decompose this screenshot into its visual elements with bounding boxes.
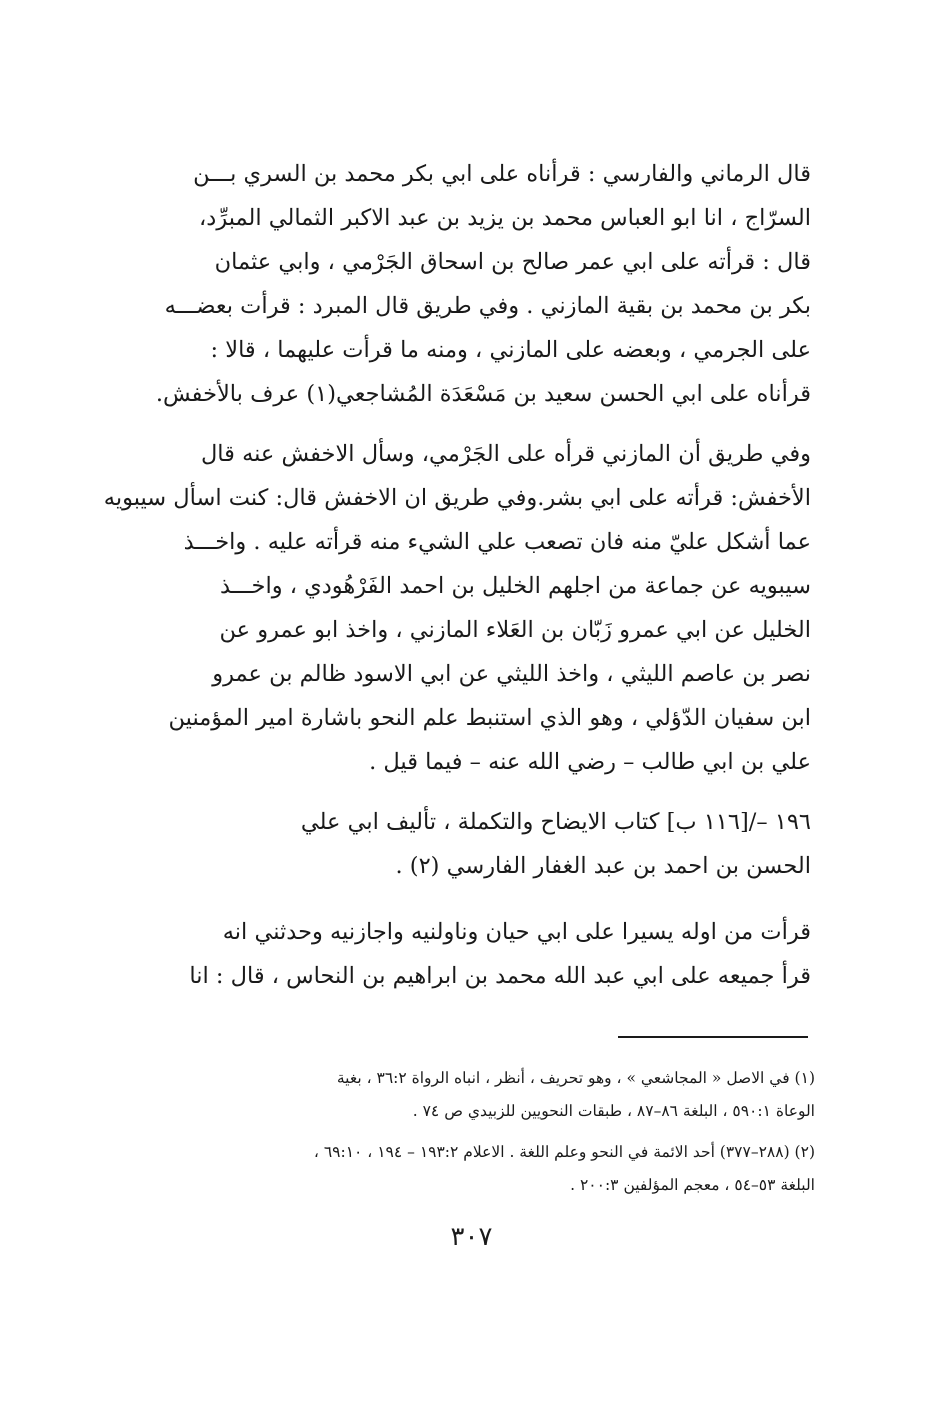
paragraph-isnad-2 <box>103 432 811 784</box>
footnote-line: البلغة ٥٣–٥٤ ، معجم المؤلفين ٢٠٠:٣ . <box>570 1176 815 1194</box>
text-line: علي بن ابي طالب – رضي الله عنه – فيما قيل . <box>369 749 811 775</box>
text-line: قال : قرأته على ابي عمر صالح بن اسحاق الجَرْمي ، وابي عثمان <box>214 249 811 275</box>
text-line: قال الرماني والفارسي : قرأناه على ابي بكر محمد بن السري بـــن <box>193 161 811 187</box>
text-line: على الجرمي ، وبعضه على المازني ، ومنه ما قرأت عليهما ، قالا : <box>210 337 811 363</box>
footnote-line: الوعاة ٥٩٠:١ ، البلغة ٨٦–٨٧ ، طبقات النحويين للزبيدي ص ٧٤ . <box>412 1102 815 1120</box>
footnote-line: (٢) (٢٨٨–٣٧٧) أحد الائمة في النحو وعلم اللغة . الاعلام ١٩٣:٢ – ١٩٤ ، ٦٩:١٠ ، <box>313 1143 815 1161</box>
page-number: ٣٠٧ <box>450 1222 493 1252</box>
text-line: سيبويه عن جماعة من اجلهم الخليل بن احمد الفَرْهُودي ، واخـــذ <box>219 573 811 599</box>
footnote-1 <box>132 1062 815 1128</box>
text-line: قرأ جميعه على ابي عبد الله محمد بن ابراهيم بن النحاس ، قال : انا <box>189 963 811 989</box>
text-line: السرّاج ، انا ابو العباس محمد بن يزيد بن عبد الاكبر الثمالي المبرِّد، <box>199 205 811 231</box>
text-line: الأخفش: قرأته على ابي بشر.وفي طريق ان الاخفش قال: كنت اسأل سيبويه <box>103 485 811 511</box>
entry-heading-196 <box>150 800 811 888</box>
text-line: عما أشكل عليّ منه فان تصعب علي الشيء منه قرأته عليه . واخـــذ <box>183 529 811 555</box>
text-line: ١٩٦ –/[١١٦ ب] كتاب الايضاح والتكملة ، تأليف ابي علي <box>300 809 811 835</box>
text-line: الخليل عن ابي عمرو زَبّان بن العَلاء المازني ، واخذ ابو عمرو عن <box>219 617 811 643</box>
paragraph-entry-196 <box>150 910 811 998</box>
text-line: قرأناه على ابي الحسن سعيد بن مَسْعَدَة المُشاجعي(١) عرف بالأخفش. <box>155 381 811 407</box>
text-line: وفي طريق أن المازني قرأه على الجَرْمي، وسأل الاخفش عنه قال <box>200 441 811 467</box>
footnote-line: (١) في الاصل « المجاشعي » ، وهو تحريف ، أنظر ، انباه الرواة ٣٦:٢ ، بغية <box>336 1069 815 1087</box>
footnote-divider <box>618 1036 808 1038</box>
paragraph-isnad-1 <box>150 152 811 416</box>
text-line: نصر بن عاصم الليثي ، واخذ الليثي عن ابي الاسود ظالم بن عمرو <box>212 661 811 687</box>
text-line: ابن سفيان الدّؤلي ، وهو الذي استنبط علم النحو باشارة امير المؤمنين <box>168 705 811 731</box>
text-line: الحسن بن احمد بن عبد الغفار الفارسي (٢) . <box>395 853 811 879</box>
text-line: بكر بن محمد بن بقية المازني . وفي طريق قال المبرد : قرأت بعضـــه <box>164 293 811 319</box>
footnote-2 <box>132 1136 815 1202</box>
text-line: قرأت من اوله يسيرا على ابي حيان وناولنيه واجازنيه وحدثني انه <box>222 919 811 945</box>
footnotes <box>132 1062 815 1210</box>
